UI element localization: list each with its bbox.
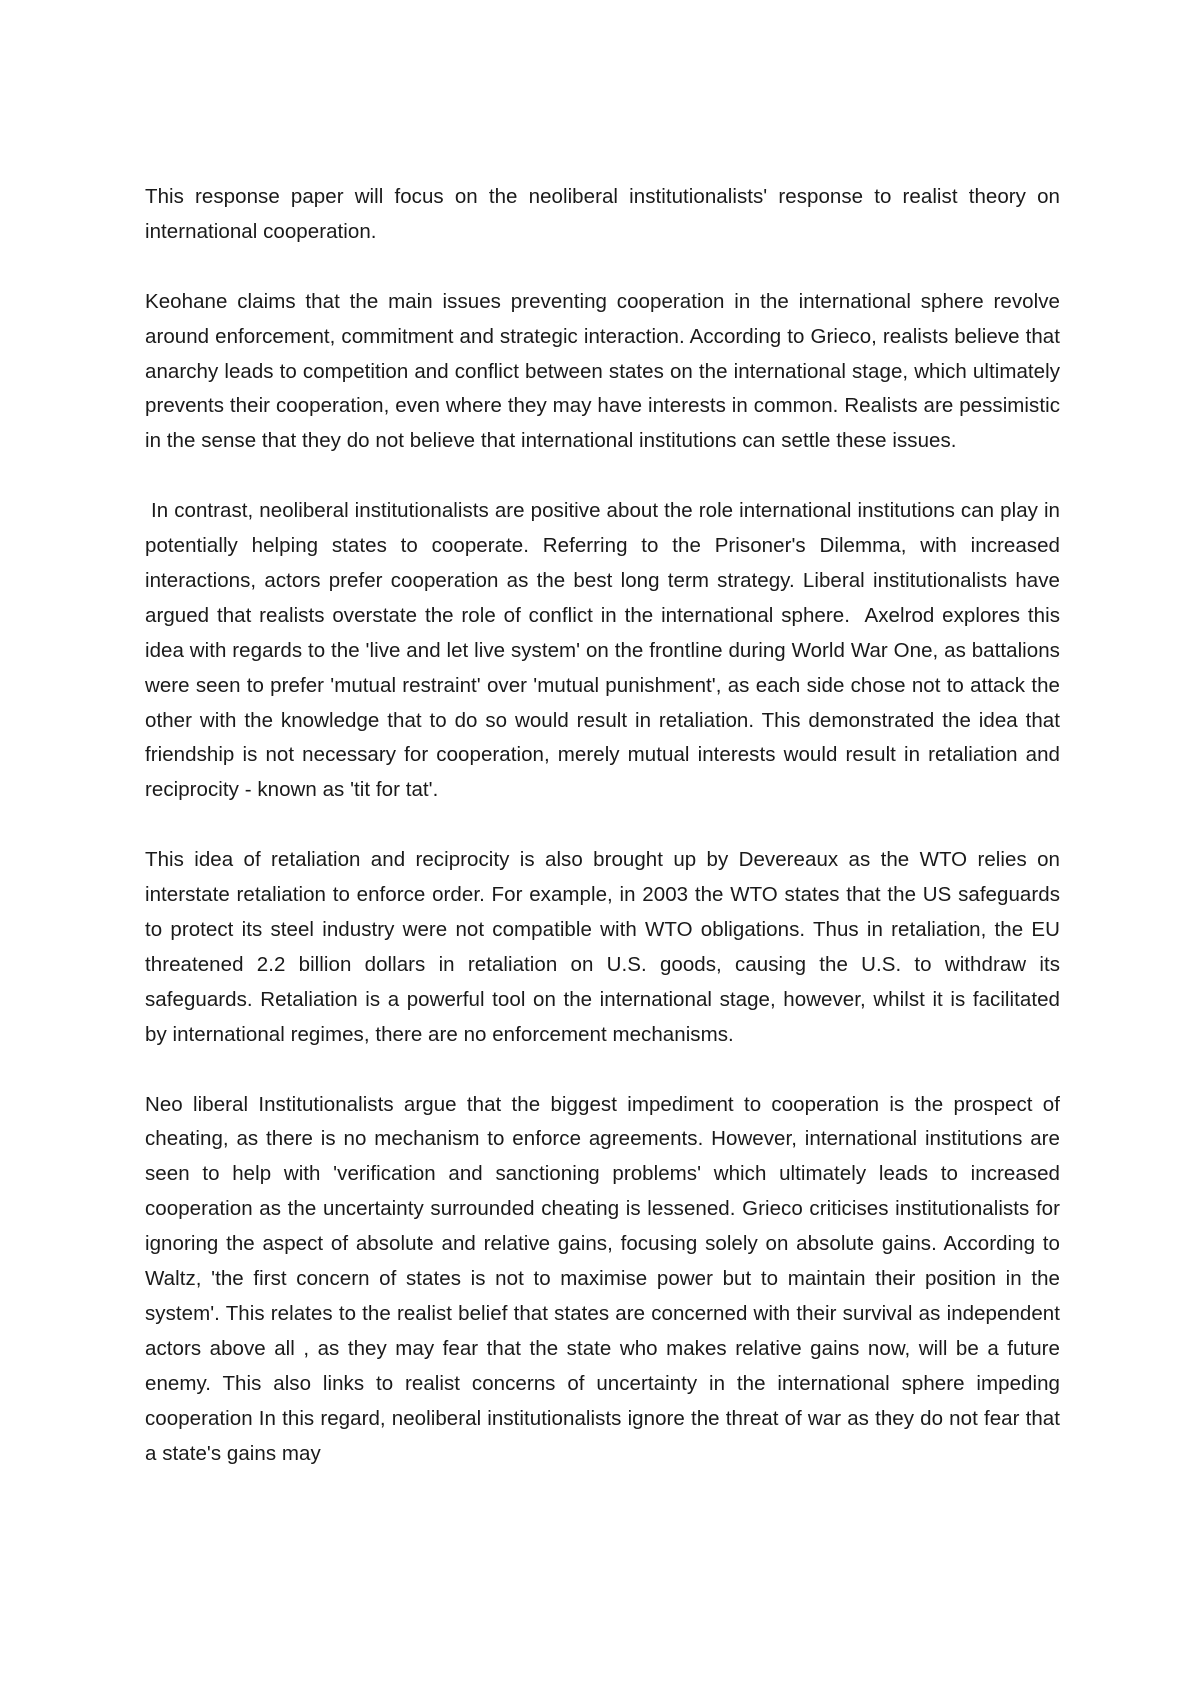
paragraph-retaliation: This idea of retaliation and reciprocity is also brought up by Devereaux as the WTO relies on interstate retaliation to enforce order. For example, in 2003 the WTO states that the US safeguards to protect its steel industry were not compatible with WTO obligations. Thus in retaliation, the EU threatened 2.2 billion dollars in retaliation on U.S. goods, causing the U.S. to withdraw its safeguards. Retaliation is a powerful tool on the international stage, however, whilst it is facilitated by international regimes, there are no enforcement mechanisms. xyxy=(145,848,1060,1046)
paragraph-contrast: In contrast, neoliberal institutionalists are positive about the role international institutions can play in potentially helping states to cooperate. Referring to the Prisoner's Dilemma, with increased interactions, actors prefer cooperation as the best long term strategy. Liberal institutionalists have argued that realists overstate the role of conflict in the international sphere. Axelrod explores this idea with regards to the 'live and let live system' on the frontline during World War One, as battalions were seen to prefer 'mutual restraint' over 'mutual punishment', as each side chose not to attack the other with the knowledge that to do so would result in retaliation. This demonstrated the idea that friendship is not necessary for cooperation, merely mutual interests would result in retaliation and reciprocity - known as 'tit for tat'. xyxy=(145,499,1066,802)
document-body xyxy=(145,180,1066,1471)
paragraph-keohane: Keohane claims that the main issues preventing cooperation in the international sphere revolve around enforcement, commitment and strategic interaction. According to Grieco, realists believe that anarchy leads to competition and conflict between states on the international stage, which ultimately prevents their cooperation, even where they may have interests in common. Realists are pessimistic in the sense that they do not believe that international institutions can settle these issues. xyxy=(145,289,1060,453)
paragraph-intro: This response paper will focus on the neoliberal institutionalists' response to realist theory on international cooperation. xyxy=(145,185,1060,243)
paragraph-neoliberal: Neo liberal Institutionalists argue that the biggest impediment to cooperation is the prospect of cheating, as there is no mechanism to enforce agreements. However, international institutions are seen to help with 'verification and sanctioning problems' which ultimately leads to increased cooperation as the uncertainty surrounded cheating is lessened. Grieco criticises institutionalists for ignoring the aspect of absolute and relative gains, focusing solely on absolute gains. According to Waltz, 'the first concern of states is not to maximise power but to maintain their position in the system'. This relates to the realist belief that states are concerned with their survival as independent actors above all , as they may fear that the state who makes relative gains now, will be a future enemy. This also links to realist concerns of uncertainty in the international sphere impeding cooperation In this regard, neoliberal institutionalists ignore the threat of war as they do not fear that a state's gains may xyxy=(145,1092,1060,1465)
